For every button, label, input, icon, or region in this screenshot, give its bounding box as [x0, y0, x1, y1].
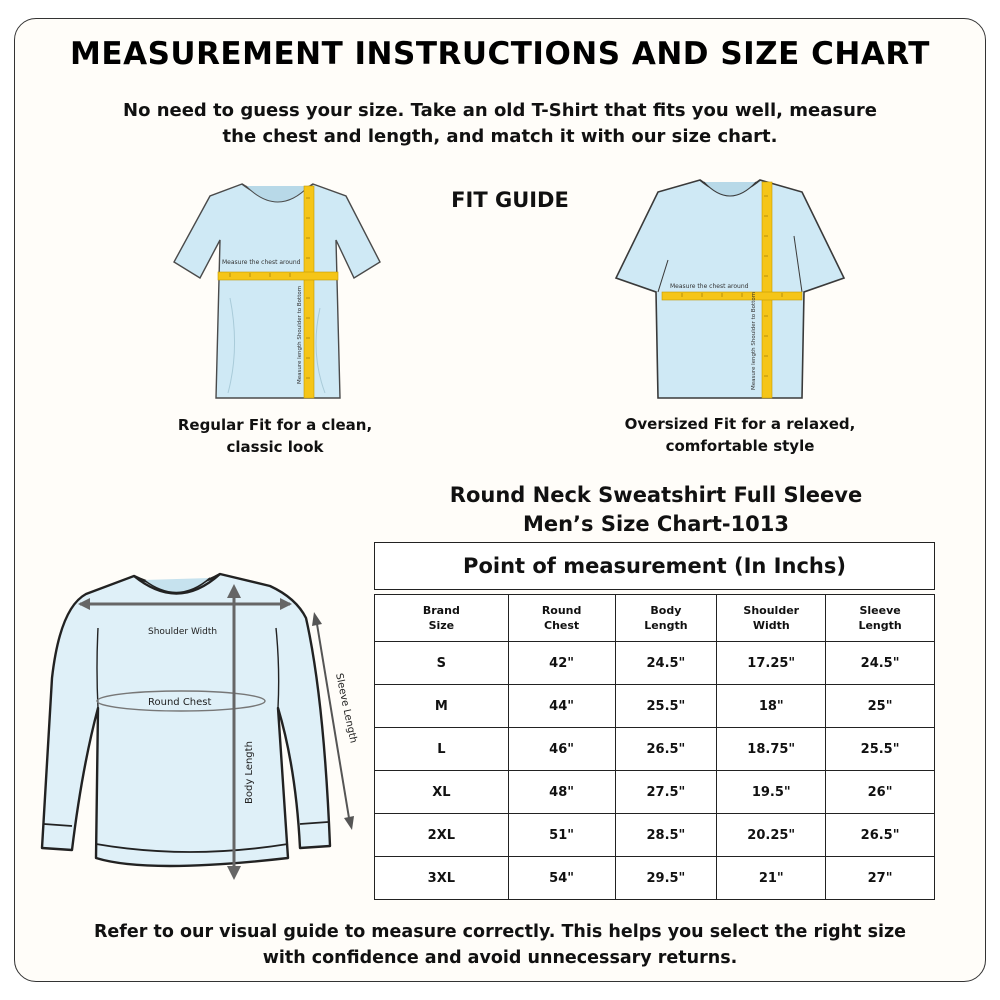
footer-note: Refer to our visual guide to measure correctly. This helps you select the right size with confidence and avoid unnecessary returns. — [93, 922, 907, 968]
sleeve-cell: 24.5" — [826, 642, 935, 685]
length-cell: 26.5" — [615, 728, 717, 771]
sleeve-cell: 26" — [826, 771, 935, 814]
sleeve-length-label: Sleeve Length — [333, 672, 359, 745]
shoulder-cell: 20.25" — [717, 814, 826, 857]
size-chart-title-line1: Round Neck Sweatshirt Full Sleeve — [449, 483, 863, 507]
chest-cell: 42" — [508, 642, 615, 685]
regular-fit-caption: Regular Fit for a clean, classic look — [177, 416, 373, 456]
header-sleeve-length: Sleeve Length — [826, 595, 935, 642]
length-cell: 27.5" — [615, 771, 717, 814]
intro-text: No need to guess your size. Take an old T-Shirt that fits you well, measure the chest and length, and match it with our size chart. — [123, 100, 877, 147]
oversized-chest-label: Measure the chest around — [670, 283, 749, 290]
chest-cell: 54" — [508, 857, 615, 900]
shoulder-cell: 21" — [717, 857, 826, 900]
sleeve-cell: 25.5" — [826, 728, 935, 771]
sweatshirt-illustration — [38, 568, 368, 888]
regular-chest-label: Measure the chest around — [222, 259, 301, 266]
table-row — [375, 685, 935, 728]
chest-cell: 51" — [508, 814, 615, 857]
size-cell: M — [375, 685, 509, 728]
size-cell: 3XL — [375, 857, 509, 900]
chest-cell: 44" — [508, 685, 615, 728]
regular-fit-tshirt-illustration — [170, 178, 385, 403]
table-row — [375, 728, 935, 771]
shoulder-cell: 17.25" — [717, 642, 826, 685]
size-chart-title-line2: Men’s Size Chart-1013 — [522, 512, 790, 536]
oversized-length-label: Measure length Shoulder to Bottom — [751, 291, 757, 390]
chest-cell: 46" — [508, 728, 615, 771]
shoulder-cell: 18" — [717, 685, 826, 728]
table-row — [375, 857, 935, 900]
sleeve-cell: 26.5" — [826, 814, 935, 857]
oversized-tshirt-illustration — [612, 176, 848, 402]
shoulder-width-label: Shoulder Width — [148, 627, 218, 637]
size-chart-title — [400, 481, 912, 539]
header-brand-size: Brand Size — [375, 595, 509, 642]
header-body-length: Body Length — [615, 595, 717, 642]
size-chart-header-row — [375, 595, 935, 642]
table-row — [375, 814, 935, 857]
body-length-label: Body Length — [244, 741, 255, 804]
round-chest-label: Round Chest — [148, 697, 212, 708]
chest-cell: 48" — [508, 771, 615, 814]
length-cell: 29.5" — [615, 857, 717, 900]
regular-length-label: Measure length Shoulder to Bottom — [297, 285, 303, 384]
length-cell: 28.5" — [615, 814, 717, 857]
table-row — [375, 642, 935, 685]
header-round-chest: Round Chest — [508, 595, 615, 642]
oversized-fit-caption: Oversized Fit for a relaxed, comfortable style — [624, 415, 856, 455]
sleeve-cell: 27" — [826, 857, 935, 900]
length-cell: 25.5" — [615, 685, 717, 728]
size-cell: XL — [375, 771, 509, 814]
table-row — [375, 771, 935, 814]
fit-guide-heading: FIT GUIDE — [451, 188, 569, 212]
length-cell: 24.5" — [615, 642, 717, 685]
shoulder-cell: 19.5" — [717, 771, 826, 814]
size-cell: 2XL — [375, 814, 509, 857]
point-of-measurement-header: Point of measurement (In Inchs) — [374, 542, 935, 590]
size-cell: S — [375, 642, 509, 685]
shoulder-cell: 18.75" — [717, 728, 826, 771]
page-title: MEASUREMENT INSTRUCTIONS AND SIZE CHART — [70, 36, 930, 72]
sleeve-cell: 25" — [826, 685, 935, 728]
size-cell: L — [375, 728, 509, 771]
size-chart-table — [374, 594, 935, 900]
header-shoulder-width: Shoulder Width — [717, 595, 826, 642]
